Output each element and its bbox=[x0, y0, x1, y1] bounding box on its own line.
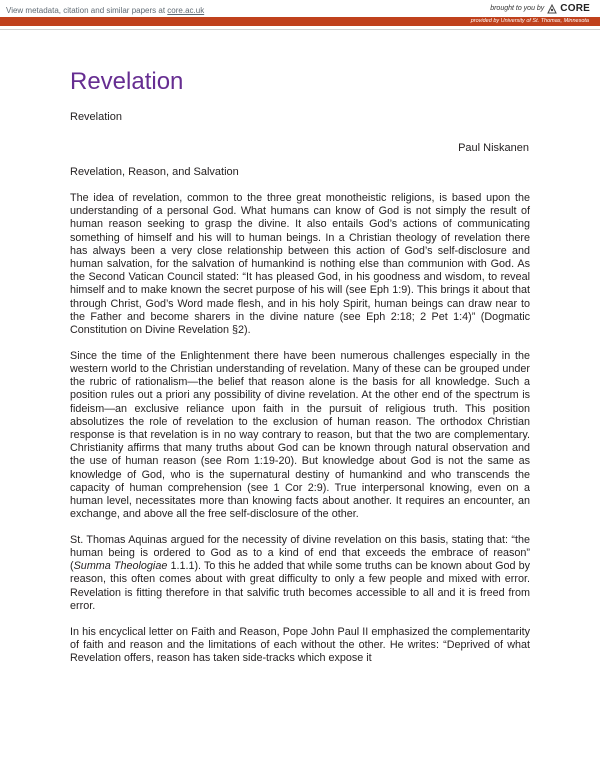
core-banner bbox=[0, 0, 600, 30]
paragraph-3-part-2: 1.1.1). To this he added that while some truths can be known about God by reason, this often comes about with great difficulty to only a few people and mixed with error. Revelation is fitting therefore in that salvific truth becomes accessible to all and it is freed from error. bbox=[70, 560, 531, 612]
core-logo-text: CORE bbox=[560, 3, 590, 14]
core-metadata-link[interactable] bbox=[6, 6, 204, 15]
section-title: Revelation, Reason, and Salvation bbox=[70, 166, 239, 178]
paragraph-3 bbox=[70, 534, 530, 613]
paragraph-1: The idea of revelation, common to the three great monotheistic religions, is based upon the understanding of a personal God. What humans can know of God is not simply the result of human reason seeking to grasp the divine. It also entails God’s actions of communicating something of himself and his will to human beings. In a Christian theology of revelation there has always been a very close relationship between this action of God’s self-disclosure and human salvation, for the salvation of humankind is nothing else than communion with God. As the Second Vatican Council stated: “It has pleased God, in his goodness and wisdom, to reveal himself and to make known the secret purpose of his will (see Eph 1:9). This brings it about that through Christ, God’s Word made flesh, and in his holy Spirit, human beings can draw near to the Father and become sharers in the divine nature (see Eph 2:18; 2 Pet 1:4)” (Dogmatic Constitution on Divine Revelation §2). bbox=[70, 192, 530, 337]
article-author: Paul Niskanen bbox=[458, 142, 529, 154]
article-title: Revelation bbox=[70, 68, 184, 95]
core-link-domain[interactable]: core.ac.uk bbox=[167, 6, 205, 15]
article-body bbox=[70, 192, 530, 678]
core-logo-icon bbox=[547, 4, 557, 14]
brought-text: brought to you by bbox=[490, 5, 545, 12]
core-link-prefix: View metadata, citation and similar papers at bbox=[6, 6, 168, 15]
brought-to-you-by[interactable] bbox=[490, 3, 590, 14]
paragraph-4: In his encyclical letter on Faith and Reason, Pope John Paul II emphasized the complementarity of faith and reason and the limitations of each without the other. He writes: “Deprived of what Revelation offers, reason has taken side-tracks which expose it bbox=[70, 625, 530, 664]
article-subtitle: Revelation bbox=[70, 111, 122, 123]
paragraph-3-part-1: St. Thomas Aquinas argued for the necessity of divine revelation on this basis, stating that: “the human being is ordered to God as to a kind of end that exceeds the embrace of reason” ( bbox=[70, 533, 530, 573]
provided-by-bar bbox=[0, 17, 600, 26]
summa-theologiae-title: Summa Theologiae bbox=[73, 560, 168, 573]
provided-by-text: provided by University of St. Thomas, Minnesota bbox=[470, 18, 589, 24]
paragraph-2: Since the time of the Enlightenment there have been numerous challenges especially in the western world to the Christian understanding of revelation. Many of these can be grouped under the rubric of rationalism—the belief that reason alone is the basis for all knowledge. Such a position rules out a priori any possibility of divine revelation. At the other end of the spectrum is fideism—an exclusive reliance upon faith in the pursuit of religious truth. This position absolutizes the role of revelation to the exclusion of human reason. The orthodox Christian response is that revelation is in no way contrary to reason, but that the two are complementary. Christianity affirms that many truths about God can be known through natural observation and the use of human reason (see Rom 1:19-20). But knowledge about God is not the same as knowledge of God, who is the supernatural destiny of humankind and who transcends the capacity of human comprehension (see 1 Cor 2:9). True interpersonal knowing, even on a human level, necessitates more than knowing facts about another. It requires an encounter, an exchange, and above all the free self-disclosure of the other. bbox=[70, 349, 530, 521]
